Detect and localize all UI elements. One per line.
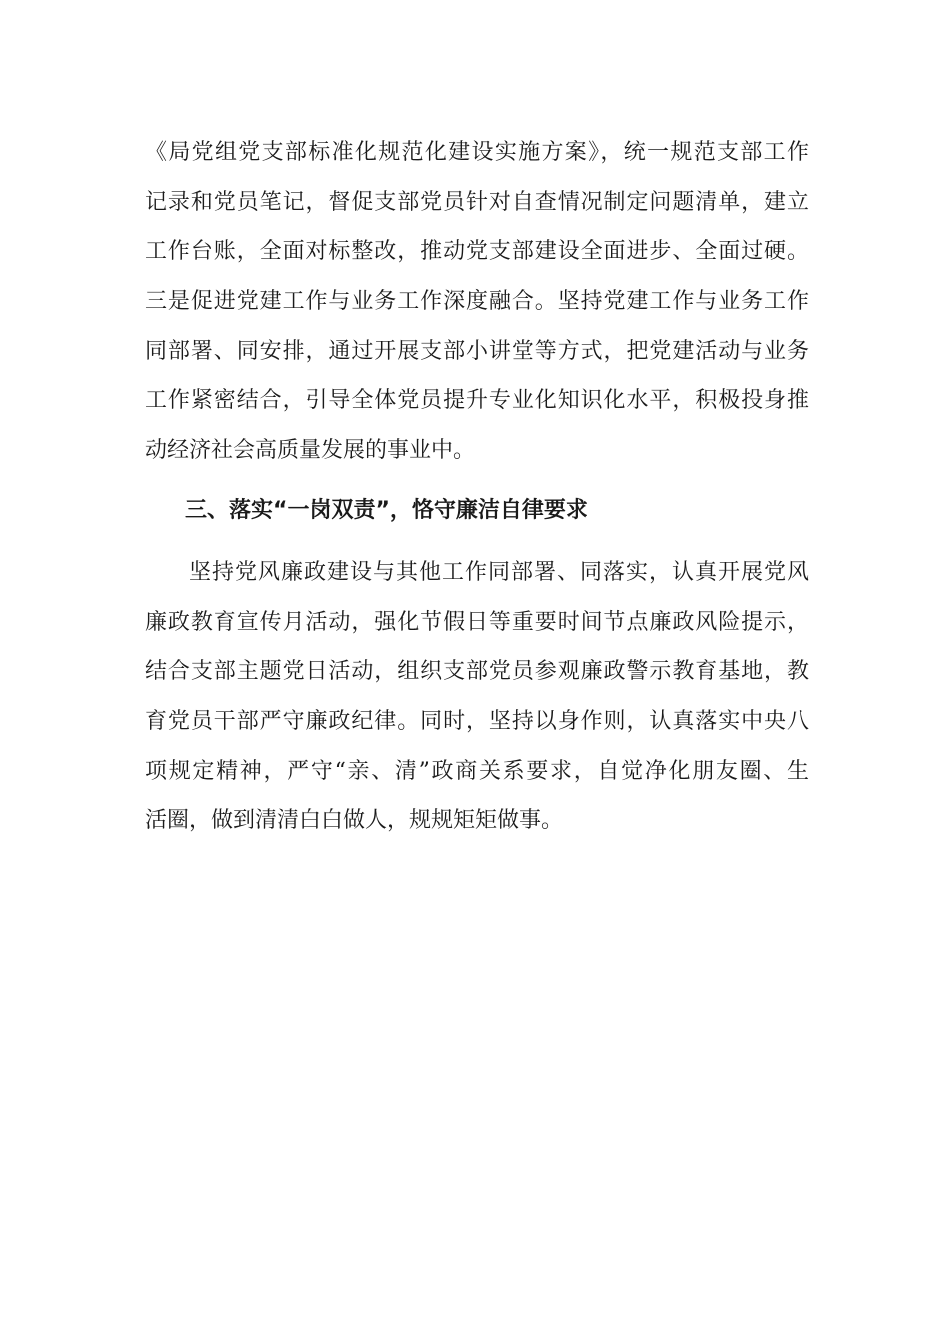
paragraph-line: 活圈，做到清清白白做人，规规矩矩做事。 [145,808,564,834]
paragraph-line: 结合支部主题党日活动，组织支部党员参观廉政警示教育基地，教 [145,659,809,685]
document-body [145,128,809,846]
paragraph-line: 坚持党风廉政建设与其他工作同部署、同落实，认真开展党风 [189,559,809,585]
paragraph-line: 工作紧密结合，引导全体党员提升专业化知识化水平，积极投身推 [145,388,809,414]
paragraph-line: 动经济社会高质量发展的事业中。 [145,438,476,464]
paragraph-line: 项规定精神，严守“亲、清”政商关系要求，自觉净化朋友圈、生 [145,758,809,784]
paragraph-party-building [145,128,809,476]
paragraph-line: 《局党组党支部标准化规范化建设实施方案》，统一规范支部工作 [145,140,809,165]
paragraph-line: 育党员干部严守廉政纪律。同时，坚持以身作则，认真落实中央八 [145,708,809,734]
paragraph-line: 廉政教育宣传月活动，强化节假日等重要时间节点廉政风险提示， [145,609,809,635]
paragraph-line: 三是促进党建工作与业务工作深度融合。坚持党建工作与业务工作 [145,289,809,315]
section-heading: 三、落实“一岗双责”，恪守廉洁自律要求 [185,497,588,523]
paragraph-integrity [145,548,809,846]
paragraph-line: 工作台账，全面对标整改，推动党支部建设全面进步、全面过硬。 [145,239,809,265]
paragraph-line: 记录和党员笔记，督促支部党员针对自查情况制定问题清单，建立 [145,189,809,215]
paragraph-line: 同部署、同安排，通过开展支部小讲堂等方式，把党建活动与业务 [145,338,809,364]
